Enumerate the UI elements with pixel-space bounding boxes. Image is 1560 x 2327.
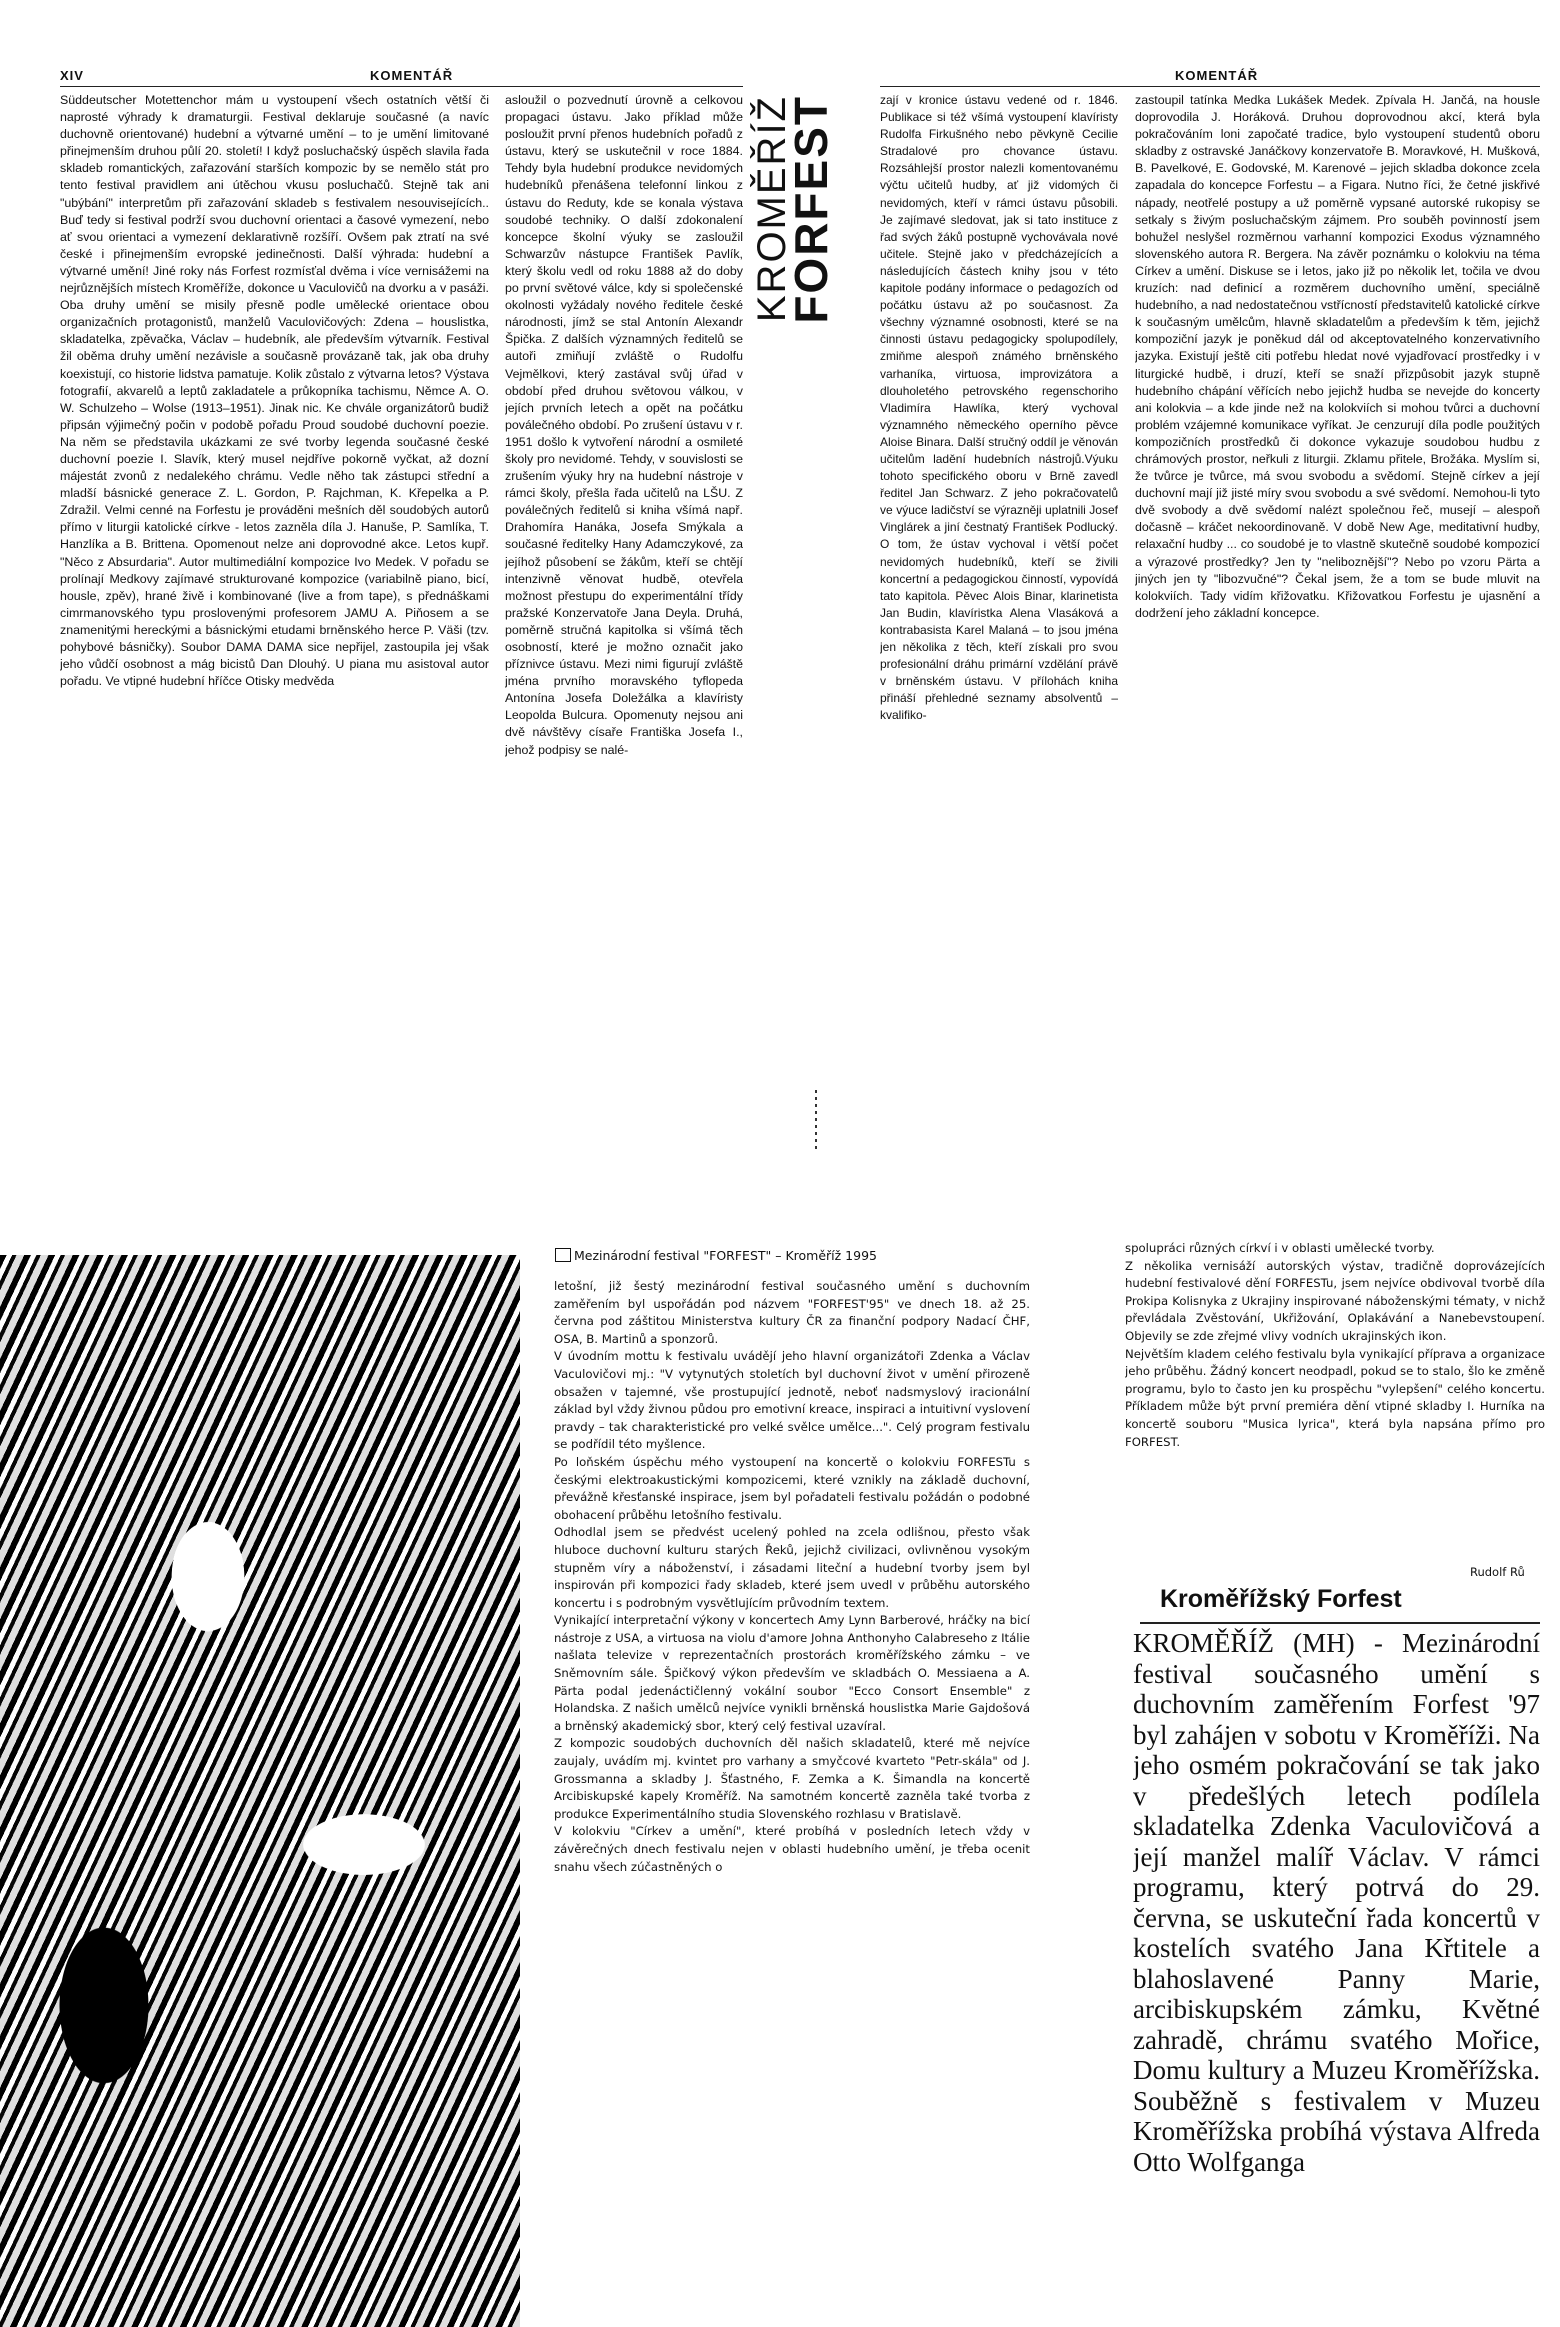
- article-paragraph: Odhodlal jsem se předvést ucelený pohled na zcela odlišnou, přesto však hluboce duchovní kulturu starých Řeků, jejichž civilizaci, ovlivněnou vysokým stupněm víry a náboženství, i zásadami liteční a hudební tvorby jsem byl inspirován při kompozici řady skladeb, které jsem uvedl v průběhu autorského koncertu i s podrobným vysvětlujícím průvodním textem.: [554, 1525, 1030, 1610]
- article-paragraph: letošní, již šestý mezinárodní festival současného umění s duchovním zaměřením byl uspořádán pod názvem "FORFEST'95" ve dnech 18. až 25. června pod záštitou Ministerstva kultury ČR za finanční podpory Nadací ČHF, OSA, B. Martinů a sponzorů.: [554, 1279, 1030, 1346]
- article-title-text: Mezinárodní festival "FORFEST" – Kroměříž 1995: [574, 1248, 877, 1263]
- left-page-column-2: [505, 92, 743, 1077]
- right-page-header: KOMENTÁŘ: [1175, 68, 1259, 83]
- right-column-1-text: zají v kronice ústavu vedené od r. 1846. Publikace si též všímá vystoupení klavíristy Rudolfa Firkušného nebo pěvkyně Cecilie Stradalové pro chovance ústavu. Rozsáhlejší prostor nalezli komentovanému výčtu učitelů hudby, ať již vidomých či nevidomých, kteří v rámci ústavu působili. Je zajímavé sledovat, jak si tato instituce z řad svých žáků postupně vychovávala nové učitele. Stejně jako v předcházejících a následujících částech knihy jsou v této kapitole podány informace o pedagozích od počátku ústavu až po současnost. Za všechny významné osobnosti, které se na činnosti ústavu pedagogicky spolupodílely, zmiňme alespoň známého brněnského varhaníka, virtuosa, improvizátora a dlouholetého petrovského regenschoriho Vladimíra Hawlíka, který vychoval významného německého operního pěvce Aloise Binara. Další stručný oddíl je věnován učitelům ladění hudebních nástrojů.Výuku tohoto specifického oboru v Brně zavedl ředitel Jan Schwarz. Z jeho pokračovatelů ve výuce ladičství se výrazněji uplatnili Josef Vinglárek a jiní čestnatý František Podlucký. O tom, že ústav vychoval i větší počet nevidomých hudebníků, kteří se živili koncertní a pedagogickou činností, vypovídá tato kapitola. Pěvec Alois Binar, klarinetista Jan Budin, klavíristka Alena Vlasáková a kontrabasista Karel Malaná – to jsou jména jen několika z těch, kteří získali pro svou profesionální dráhu primární vzdělání právě v brněnském ústavu. V přílohách kniha přináší přehledné seznamy absolventů – kvalifiko-: [880, 93, 1118, 723]
- article-title: [555, 1248, 1075, 1263]
- left-page-column-1: [60, 92, 489, 1077]
- right-header-rule: [880, 86, 1540, 87]
- article-paragraph: Vynikající interpretační výkony v koncertech Amy Lynn Barberové, hráčky na bicí nástroje z USA, a virtuosa na violu d'amore Johna Anthonyho Calabreseho z Itálie našlata televize v reprezentačních prostorách kroměřížského zámku – ve Sněmovním sále. Špičkový výkon především ve skladbách O. Messiaena a A. Pärta podal jedenáctičlenný vokální soubor "Ecco Consort Ensemble" z Holandska. Z našich umělců nejvíce vynikli brněnská houslistka Marie Gajdošová a brněnský akademický sbor, který celý festival uzavíral.: [554, 1613, 1030, 1733]
- left-header-rule: [60, 86, 743, 87]
- news-headline: Kroměřížský Forfest: [1160, 1585, 1402, 1613]
- article-paragraph: Z kompozic soudobých duchovních děl našich skladatelů, které mě nejvíce zaujaly, uvádím mj. kvintet pro varhany a smyčcové kvarteto "Petr-skála" od J. Grossmanna a skladby J. Šťastného, F. Zemka a K. Šimandla na koncertě Arcibiskupské kapely Kroměříž. Na samotném koncertě zazněla také tvorba z produkce Experimentálního studia Slovenského rozhlasu v Bratislavě.: [554, 1736, 1030, 1821]
- gutter-mark: [815, 1090, 817, 1150]
- right-page-column-2: [1135, 92, 1540, 1077]
- right-page-column-1: [880, 92, 1118, 1077]
- article-column: [554, 1278, 1030, 2323]
- article-paragraph: V úvodním mottu k festivalu uvádějí jeho hlavní organizátoři Zdenka a Václav Vaculovičovi mj.: "V vytynutých stoletích byl duchovní život v umění přirozeně obsažen v tajemné, vše prostupující jednotě, neboť nadsmyslový iracionální základ byl vždy živnou půdou pro emotivní kreace, inspiraci a intuitivní vyslovení pravdy – tak charakteristické pro velké svělce umělce...". Celý program festivalu se podřídil této myšlence.: [554, 1349, 1030, 1452]
- article-right-column: [1125, 1240, 1545, 1560]
- checkbox-square-icon: [555, 1248, 571, 1262]
- article-signature: Rudolf Rů: [1470, 1565, 1525, 1579]
- left-column-1-text: Süddeutscher Motettenchor mám u vystoupení všech ostatních větší či naprosté výhrady k dramaturgii. Festival deklaruje současné (a navíc duchovně orientované) hudební a výtvarné umění – to je umění limitované přinejmenším druhou půlí 20. století! I když posluchačský úspěch slavila řada skladeb romantických, zařazování starších kompozic by se nemělo stát pro tento festival pravidlem ani útěchou vkusu posluchačů. Stejně tak ani "ubýbání" interpretům při zařazování skladeb s festivalem nesouvisejících.. Buď tedy si festival podrží svou duchovní orientaci a časové vymezení, nebo ať svou orientaci a vymezení deklarativně rozšíří. Ovšem pak ztratí na své české i přinejmenším evropské jedinečnosti. Další výhrada: hudební a výtvarné umění! Jiné roky nás Forfest rozmísťal dvěma i více vernisážemi na nejrůznějších místech Kroměříže, dokonce u Vaculovičů na dvorku a v pasáži. Oba druhy umění se misily přesně podle umělecké orientace obou organizačních protagonistů, manželů Vaculovičových: Zdena – houslistka, skladatelka, zpěvačka, Václav – hudebník, ale především výtvarník. Festival žil oběma druhy umění nezávisle a současně provázaně tak, jak oba druhy koexistují, co historie lidstva pamatuje. Kolik zůstalo z výtvarna letos? Výstava fotografií, akvarelů a leptů zakladatele a průkopníka tachismu, Němce A. O. W. Schulzeho – Wolse (1913–1951). Jinak nic. Ke chvále organizátorů budiž připsán výjimečný počin v podobě pořadu Proud soudobé duchovní poezie. Na něm se představila ukázkami ze své tvorby legenda současné české duchovní poezie I. Slavík, který musel nejdříve pokorně vyčkat, až dozní májestát zvonů z nedalekého chrámu. Vedle něho tak zástupci střední a mladší básnické generace Z. L. Gordon, P. Rajchman, K. Křepelka a P. Zdražil. Velmi cenné na Forfestu je prováděni mešních děl soudobých autorů přímo v liturgii katolické církve - letos zazněla díla J. Hanuše, P. Samlíka, T. Hanzlíka a B. Brittena. Opomenout nelze ani doprovodné akce. Letos kupř. "Něco z Absurdaria". Autor multimediální kompozice Ivo Medek. V pořadu se prolínají Medkovy zajímavé strukturované kompozice (variabilně piano, bicí, housle, zpěv), hrané živě i kombinované (live a from tape), s přednáškami cimrmanovského typu proslovenými profesorem JAMU A. Piňosem a se znamenitými hereckými a básnickými etudami brněnského herce P. Väši (tzv. pohybové básničky). Soubor DAMA DAMA sice nepřijel, zastoupila jej však jeho vůdčí osobnost a mág bicistů Dan Dlouhý. U piana mu asistoval autor pořadu. Ve vtipné hudební hříčce Otisky medvěda: [60, 93, 489, 689]
- vertical-title-kromeriz: KROMĚŘÍŽ: [750, 95, 794, 323]
- page-number: XIV: [60, 68, 84, 83]
- left-page-header: KOMENTÁŘ: [370, 68, 454, 83]
- article-paragraph: V kolokviu "Církev a umění", které probíhá v posledních letech vždy v závěrečných dnech festivalu nejen v oblasti hudebního umění, je třeba ocenit snahu všech zúčastněných o: [554, 1824, 1030, 1874]
- article-paragraph: Po loňském úspěchu mého vystoupení na koncertě o kolokviu FORFESTu s českými elektroakustickými kompozicemi, které vznikly na základě duchovní, převážně křesťanské inspirace, jsem byl pořadateli festivalu požádán o podobné obohacení průběhu letošního festivalu.: [554, 1454, 1030, 1522]
- black-white-photo: [0, 1255, 520, 2327]
- left-column-2-text: asloužil o pozvednutí úrovně a celkovou propagaci ústavu. Jako příklad může posloužit první přenos hudebních pořadů z ústavu, který se uskutečnil v roce 1884. Tehdy byla hudební produkce nevidomých hudebníků přenášena telefonní linkou z ústavu do Reduty, kde se konala výstava soudobé techniky. O další zdokonalení koncepce školní výuky se zasloužil Schwarzův nástupce František Pavlík, který školu vedl od roku 1888 až do doby po první světové válce, kdy si společenské okolnosti vyžádaly nového ředitele české národnosti, jímž se stal Antonín Alexandr Špička. Z dalších významných ředitelů se autoři zmiňují zvláště o Rudolfu Vejmělkovi, který zastával svůj úřad v období před druhou světovou válkou, v jejích prvních letech a opět na počátku poválečného období. Po zrušení ústavu v r. 1951 došlo k vytvoření národní a osmileté školy pro nevidomé. Tehdy, v souvislosti se zrušením výuky hry na hudební nástroje v rámci školy, přešla řada učitelů na LŠU. Z poválečných ředitelů si kniha všímá např. Drahomíra Hanáka, Josefa Smýkala a současné ředitelky Hany Adamczykové, za jejíhož působení se žákům, kteří se chtějí intenzivně věnovat hudbě, otevřela možnost přestupu do experimentální třídy pražské Konzervatoře Jana Deyla. Druhá, poměrně stručná kapitolka si všímá těch osobností, které je možno označit jako příznivce ústavu. Mezi nimi figurují zvláště jména prvního moravského tyflopeda Antonína Josefa Doležálka a klavíristy Leopolda Bulcura. Opomenuty nejsou ani dvě návštěvy císaře Františka Josefa I., jehož podpisy se nalé-: [505, 93, 743, 757]
- vertical-title-forfest: FORFEST: [785, 95, 837, 324]
- news-headline-rule: [1140, 1622, 1540, 1624]
- news-article-text: KROMĚŘÍŽ (MH) - Mezinárodní festival současného umění s duchovním zaměřením Forfest '97 byl zahájen v sobotu v Kroměříži. Na jeho osmém pokračování se tak jako v předešlých letech podílela skladatelka Zdenka Vaculovičová a její manžel malíř Václav. V rámci programu, který potrvá do 29. června, se uskuteční řada koncertů v kostelích svatého Jana Křtitele a blahoslavené Panny Marie, arcibiskupském zámku, Květné zahradě, chrámu svatého Mořice, Domu kultury a Muzeu Kroměřížska. Souběžně s festivalem v Muzeu Kroměřížska probíhá výstava Alfreda Otto Wolfganga: [1133, 1628, 1540, 2177]
- article-paragraph: Z několika vernisáží autorských výstav, tradičně doprovázejících hudební festivalové dění FORFESTu, jsem nejvíce obdivoval tvorbě díla Prokipa Kolisnyka z Ukrajiny inspirované náboženskými tématy, v nichž převládala Zvěstování, Ukřižování, Oplakávání a Nanebevstoupení. Objevily se zde zřejmé vlivy vodních ukrajinských ikon.: [1125, 1258, 1545, 1343]
- right-column-2-text: zastoupil tatínka Medka Lukášek Medek. Zpívala H. Jančá, na housle doprovodila J. Horáková. Druhou doprovodnou akcí, která byla pokračováním loni započaté tradice, bylo vystoupení studentů oboru skladby z ostravské Janáčkovy konzervatoře B. Moravkové, H. Mušková, B. Pavelkové, E. Godovské, M. Karenové – jejich skladba dokonce zcela zapadala do koncepce Forfestu – a Figara. Nutno říci, že četné jiskřivé nápady, neotřelé postupy a už poměrně vypsané autorské rukopisy se setkaly s živým posluchačským zájmem. Pro souběh povinností jsem bohužel neslyšel rozměrnou varhanní kompozici Exodus významného slovenského autora R. Bergera. Na závěr poznámku o kolokviu na téma Církev a umění. Diskuse se i letos, jako již po několik let, točila ve dvou kruzích: nad definicí a rozměrem duchovního umění, speciálně hudebního, a nad nedostatečnou vstřícností představitelů katolické církve k současným umělcům, hlavně skladatelům a především k těm, jejichž kompoziční jazyk je poněkud dál od akceptovatelného konzervativního jazyka. Existují ještě citi potřebu hledat nové vyjadřovací prostředky i v liturgické hudbě, i druzí, kteří se snaží přizpůsobit jazyk stupně hudebního chápání věřících nebo jejichž hudba se nevejde do koncerty ani kolokvia – a kde jinde než na kolokviích si mohou tvůrci a duchovní problém vzájemné komunikace vyříkat. Je cenzurují díla podle použitých kompozičních prostředků či dokonce vykazuje soudobou hudbu z chrámových prostor, neřkuli z liturgii. Zklamu přitele, Brožáka. Myslím si, že tvůrce je tvůrce, má svou svobodu a svědomí. Stejně církev a její duchovní mají již jisté míry svou svobodu a své svědomí. Nemohou-li tyto dvě svobody a dvě svědomí nalézt společnou řeč, musejí – alespoň dočasně – kráčet nekoordinovaně. V době New Age, meditativní hudby, relaxační hudby ... co soudobé je to vlastně skutečně soudobé kompozicí a výrazové prostředky? Jen ty "neliboznější"? Nebo po vzoru Pärta a jiných jen ty "libozvučné"? Čekal jsem, že a tom se bude mluvit na kolokviích. Tady vidím křižovatku. Křižovatkou Forfestu je ujasnění a dodržení jeho základní koncepce.: [1135, 93, 1540, 620]
- article-paragraph: Největším kladem celého festivalu byla vynikající příprava a organizace jeho průběhu. Žádný koncert neodpadl, pokud se to stalo, šlo ke změně programu, bylo to často jen ku prospěchu "vylepšení" celého koncertu. Příkladem může být první premiéra dění vtipné skladby I. Hurníka na koncertě souboru "Musica lyrica", která byla napsána přímo pro FORFEST.: [1125, 1346, 1545, 1449]
- article-paragraph: spolupráci různých církví i v oblasti umělecké tvorby.: [1125, 1241, 1435, 1255]
